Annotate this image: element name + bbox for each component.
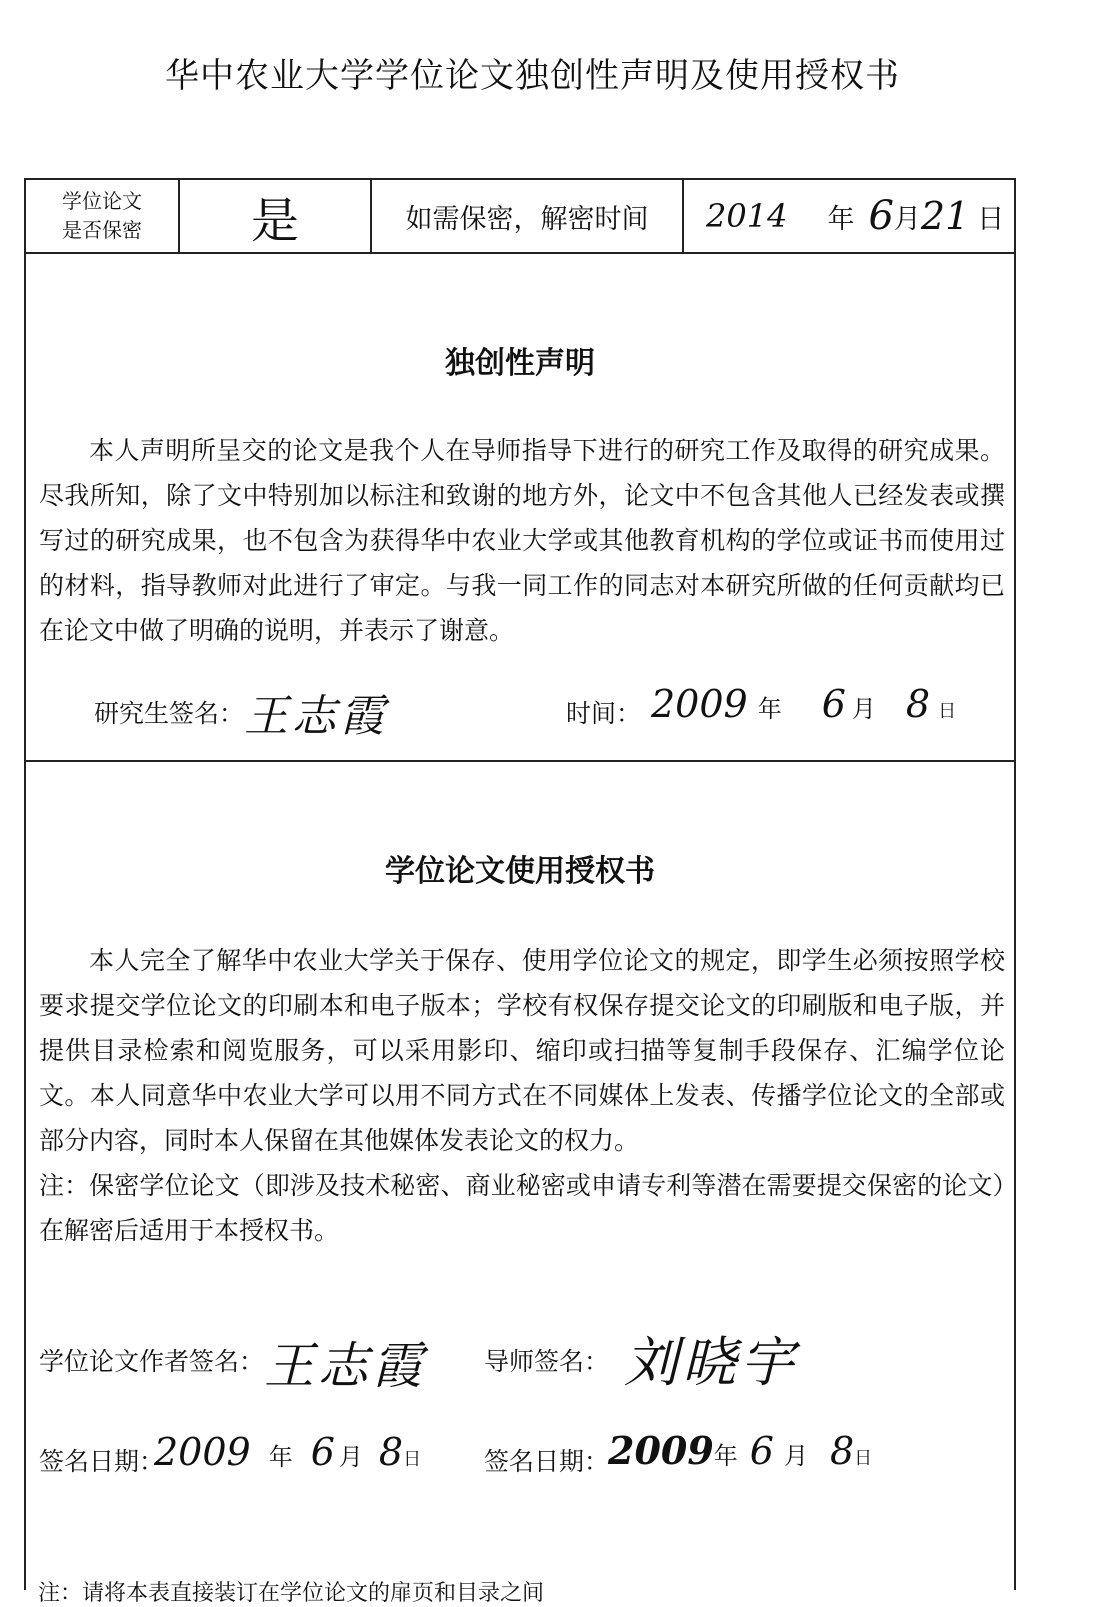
- confidentiality-row: [26, 180, 1014, 254]
- originality-section: [26, 252, 1014, 762]
- author-month: 6: [310, 1430, 335, 1474]
- originality-title: 独创性声明: [445, 346, 595, 381]
- time-label: 时间：: [566, 699, 642, 728]
- authorization-section: [26, 760, 1014, 1592]
- month-char: 月: [851, 695, 876, 723]
- year-char: 年: [268, 1443, 293, 1471]
- decrypt-label-cell: [372, 180, 684, 252]
- advisor-signature: 刘晓宇: [624, 1331, 798, 1394]
- author-date-label: 签名日期：: [39, 1447, 165, 1476]
- day-char: 日: [938, 701, 957, 722]
- decrypt-date-cell: [684, 180, 1018, 252]
- author-date: [154, 1430, 421, 1474]
- month-char: 月: [893, 203, 921, 235]
- day-char: 日: [403, 1449, 422, 1470]
- originality-paragraph: 本人声明所呈交的论文是我个人在导师指导下进行的研究工作及取得的研究成果。尽我所知，除了文中特别加以标注和致谢的地方外，论文中不包含其他人已经发表或撰写过的研究成果，也不包含为获得华中农业大学或其他教育机构的学位或证书而使用过的材料，指导教师对此进行了审定。与我一同工作的同志对本研究所做的任何贡献均已在论文中做了明确的说明，并表示了谢意。: [39, 436, 1005, 645]
- confidential-value-cell: [180, 180, 372, 252]
- advisor-month: 6: [749, 1429, 774, 1473]
- originality-month: 6: [821, 682, 846, 726]
- decrypt-label: 如需保密，解密时间: [405, 203, 649, 235]
- authorization-paragraph: 本人完全了解华中农业大学关于保存、使用学位论文的规定，即学生必须按照学校要求提交学位论文的印刷本和电子版本；学校有权保存提交论文的印刷版和电子版，并提供目录检索和阅览服务，可以采用影印、缩印或扫描等复制手段保存、汇编学位论文。本人同意华中农业大学可以用不同方式在不同媒体上发表、传播学位论文的全部或部分内容，同时本人保留在其他媒体发表论文的权力。: [39, 946, 1005, 1155]
- day-char: 日: [977, 203, 1005, 235]
- month-char: 月: [783, 1442, 808, 1470]
- author-signature-label: 学位论文作者签名：: [39, 1347, 265, 1376]
- declaration-form: [24, 178, 1016, 1590]
- originality-year: 2009: [651, 682, 748, 726]
- originality-date: [651, 682, 956, 726]
- decrypt-day: 21: [920, 194, 970, 238]
- advisor-date-label: 签名日期：: [484, 1447, 610, 1476]
- decrypt-month: 6: [868, 193, 894, 239]
- advisor-year: 2009: [608, 1428, 714, 1473]
- year-char: 年: [827, 203, 855, 235]
- advisor-date: [608, 1428, 872, 1473]
- document-title: 华中农业大学学位论文独创性声明及使用授权书: [165, 56, 900, 96]
- student-signature-label: 研究生签名：: [94, 699, 245, 728]
- decrypt-year: 2014: [706, 197, 788, 235]
- author-day: 8: [378, 1430, 404, 1474]
- confidential-label-cell: [26, 180, 180, 252]
- author-year: 2009: [154, 1430, 251, 1474]
- year-char: 年: [757, 695, 782, 723]
- advisor-signature-label: 导师签名：: [484, 1347, 610, 1376]
- confidential-label-line2: 是否保密: [62, 218, 142, 242]
- student-signature: 王志霞: [244, 691, 388, 742]
- authorization-title: 学位论文使用授权书: [385, 854, 655, 889]
- confidential-label-line1: 学位论文: [62, 189, 142, 213]
- originality-day: 8: [905, 682, 931, 726]
- footnote: 注：请将本表直接装订在学位论文的扉页和目录之间: [38, 1581, 545, 1606]
- year-char: 年: [713, 1442, 738, 1470]
- month-char: 月: [338, 1443, 363, 1471]
- author-signature: 王志霞: [264, 1337, 426, 1395]
- day-char: 日: [854, 1448, 873, 1469]
- advisor-day: 8: [829, 1429, 855, 1473]
- authorization-note: 注：保密学位论文（即涉及技术秘密、商业秘密或申请专利等潜在需要提交保密的论文）在解密后适用于本授权书。: [39, 1171, 1005, 1245]
- confidential-value: 是: [250, 192, 299, 249]
- decrypt-date: [706, 193, 1004, 239]
